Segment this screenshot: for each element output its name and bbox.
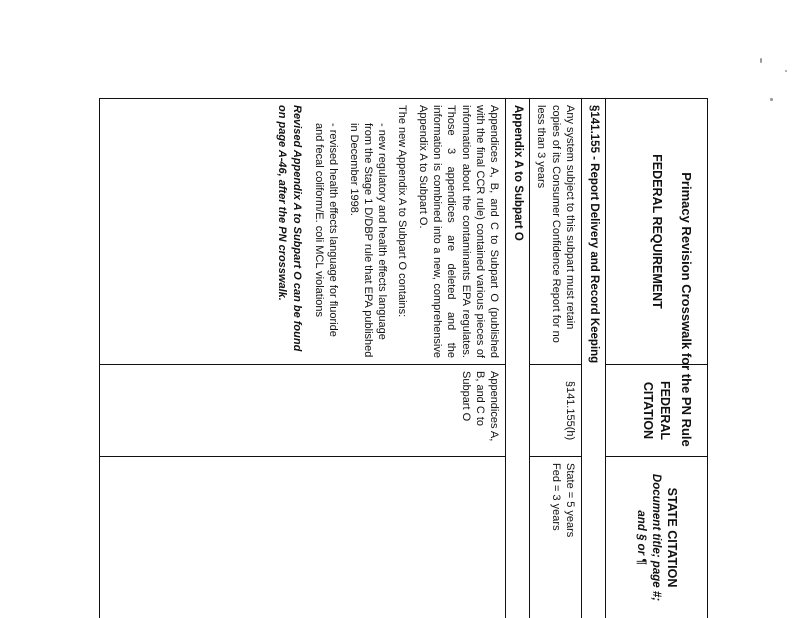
- appendix-note: Revised Appendix A to Subpart O can be found on page A-46, after the PN crosswalk.: [276, 105, 303, 352]
- scan-speck: [770, 98, 773, 101]
- appendix-paragraph-1: Appendices A, B, and C to Subpart O (published with the final CCR rule) contained various pieces of information about the contaminants EPA regulates. Those 3 appendices are deleted and the information is combined into a new, comprehensive Appendix A to Subpart O.: [416, 105, 501, 358]
- appendix-requirement-cell: [100, 99, 506, 365]
- appendix-federal-citation-cell: Appendices A, B, and C to Subpart O: [100, 365, 506, 457]
- state-citation-fed-value: Fed = 3 years: [549, 463, 562, 531]
- scan-speck: [760, 58, 762, 63]
- table-header-row: [606, 99, 708, 618]
- header-federal-requirement: FEDERAL REQUIREMENT: [606, 99, 708, 365]
- appendix-state-citation-cell: [100, 457, 506, 618]
- page-title: Primacy Revision Crosswalk for the PN Rule: [678, 171, 694, 447]
- list-item: - revised health effects language for fluoride and fecal coliform/E. coli MCL violations: [312, 123, 340, 337]
- crosswalk-table-frame: [99, 98, 708, 618]
- list-item: - new regulatory and health effects language from the Stage 1 D/DBP rule that EPA published in December 1998.: [347, 123, 389, 358]
- crosswalk-table-container: [99, 98, 708, 618]
- appendix-paragraph-2: The new Appendix A to Subpart O contains:: [396, 105, 409, 318]
- section-heading-appendix: Appendix A to Subpart O: [506, 99, 530, 618]
- crosswalk-table: [99, 98, 708, 618]
- header-state-citation-label: STATE CITATION: [664, 487, 679, 588]
- report-federal-citation-cell: §141.155(h): [530, 365, 582, 457]
- state-citation-state-value: State = 5 years: [564, 463, 577, 538]
- section-row-report-delivery: [582, 99, 606, 618]
- table-row: [100, 99, 506, 618]
- table-row: [530, 99, 582, 618]
- appendix-contents-list: [312, 105, 389, 358]
- header-state-citation-note: Document title; page #; and § or ¶: [635, 473, 663, 602]
- header-federal-citation: FEDERAL CITATION: [606, 365, 708, 457]
- section-row-appendix: [506, 99, 530, 618]
- section-heading-report-delivery: §141.155 - Report Delivery and Record Keeping: [582, 99, 606, 618]
- report-requirement-cell: Any system subject to this subpart must retain copies of its Consumer Confidence Report for no less than 3 years: [530, 99, 582, 365]
- scan-speck: [785, 70, 787, 72]
- report-state-citation-cell: [530, 457, 582, 618]
- header-state-citation: [606, 457, 708, 618]
